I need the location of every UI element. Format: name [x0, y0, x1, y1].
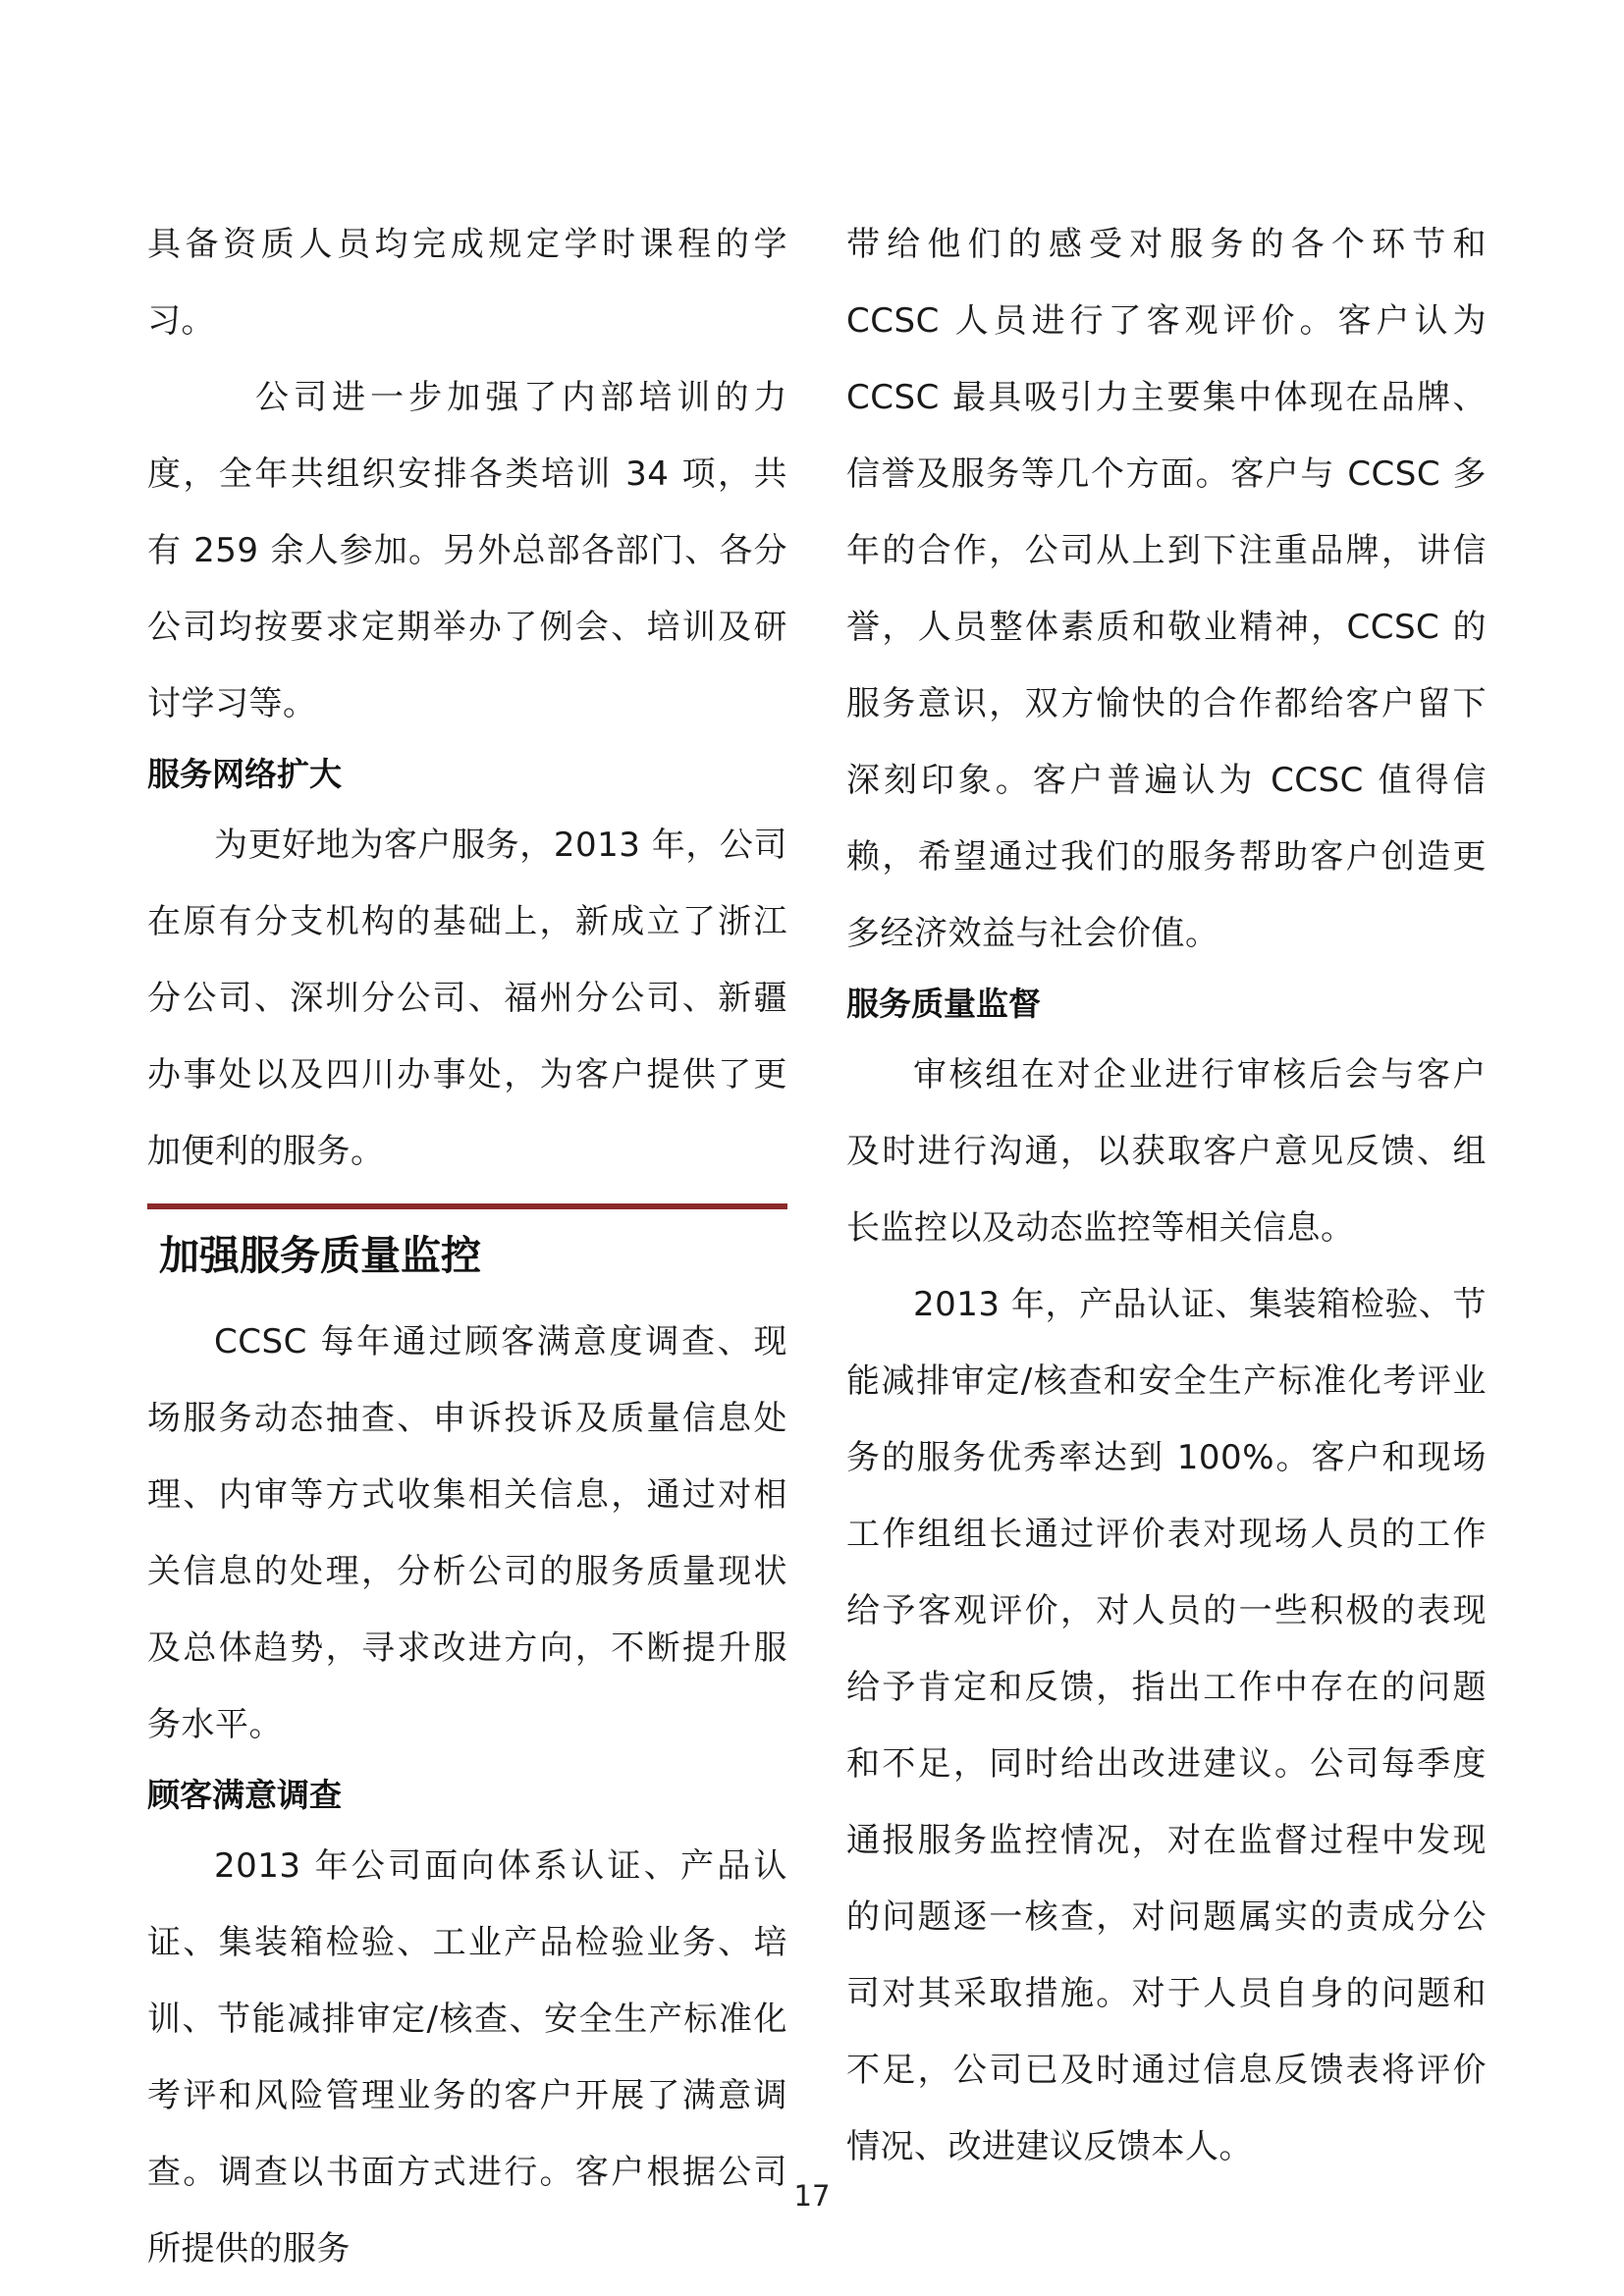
right-paragraph-excellence-rate: 2013 年，产品认证、集装箱检验、节能减排审定/核查和安全生产标准化考评业务的服务优秀率达到 100%。客户和现场工作组组长通过评价表对现场人员的工作给予客观评价，对人员的一些积极的表现给予肯定和反馈，指出工作中存在的问题和不足，同时给出改进建议。公司每季度通报服务监控情况，对在监督过程中发现的问题逐一核查，对问题属实的责成分公司对其采取措施。对于人员自身的问题和不足，公司已及时通过信息反馈表将评价情况、改进建议反馈本人。	[846, 1285, 1487, 2166]
section-title-quality-monitoring: 加强服务质量监控	[159, 1232, 481, 1279]
left-paragraph-quality-monitoring: CCSC 每年通过顾客满意度调查、现场服务动态抽查、申诉投诉及质量信息处理、内审等方式收集相关信息，通过对相关信息的处理，分析公司的服务质量现状及总体趋势，寻求改进方向，不断提升服务水平。	[147, 1322, 787, 1744]
section-divider-rule	[147, 1203, 787, 1209]
left-paragraph-satisfaction-survey: 2013 年公司面向体系认证、产品认证、集装箱检验、工业产品检验业务、培训、节能减排审定/核查、安全生产标准化考评和风险管理业务的客户开展了满意调查。调查以书面方式进行。客户根据公司所提供的服务	[147, 1846, 787, 2269]
heading-service-supervision: 服务质量监督	[846, 985, 1041, 1023]
right-paragraph-audit-communication: 审核组在对企业进行审核后会与客户及时进行沟通，以获取客户意见反馈、组长监控以及动态监控等相关信息。	[846, 1055, 1487, 1248]
heading-service-network: 服务网络扩大	[147, 755, 342, 793]
left-paragraph-internal-training: 公司进一步加强了内部培训的力度，全年共组织安排各类培训 34 项，共有 259 余人参加。另外总部各部门、各分公司均按要求定期举办了例会、培训及研讨学习等。	[147, 378, 787, 723]
left-paragraph-service-network: 为更好地为客户服务，2013 年，公司在原有分支机构的基础上，新成立了浙江分公司、深圳分公司、福州分公司、新疆办事处以及四川办事处，为客户提供了更加便利的服务。	[147, 826, 787, 1171]
left-paragraph-training-completion: 具备资质人员均完成规定学时课程的学习。	[147, 225, 787, 341]
right-column	[846, 206, 1487, 2185]
left-column	[147, 206, 787, 2287]
page-number: 17	[793, 2179, 831, 2213]
right-paragraph-customer-evaluation: 带给他们的感受对服务的各个环节和 CCSC 人员进行了客观评价。客户认为 CCSC 最具吸引力主要集中体现在品牌、信誉及服务等几个方面。客户与 CCSC 多年的合作，公司从上到下注重品牌，讲信誉，人员整体素质和敬业精神，CCSC 的服务意识，双方愉快的合作都给客户留下深刻印象。客户普遍认为 CCSC 值得信赖，希望通过我们的服务帮助客户创造更多经济效益与社会价值。	[846, 225, 1487, 953]
heading-customer-satisfaction: 顾客满意调查	[147, 1776, 342, 1814]
